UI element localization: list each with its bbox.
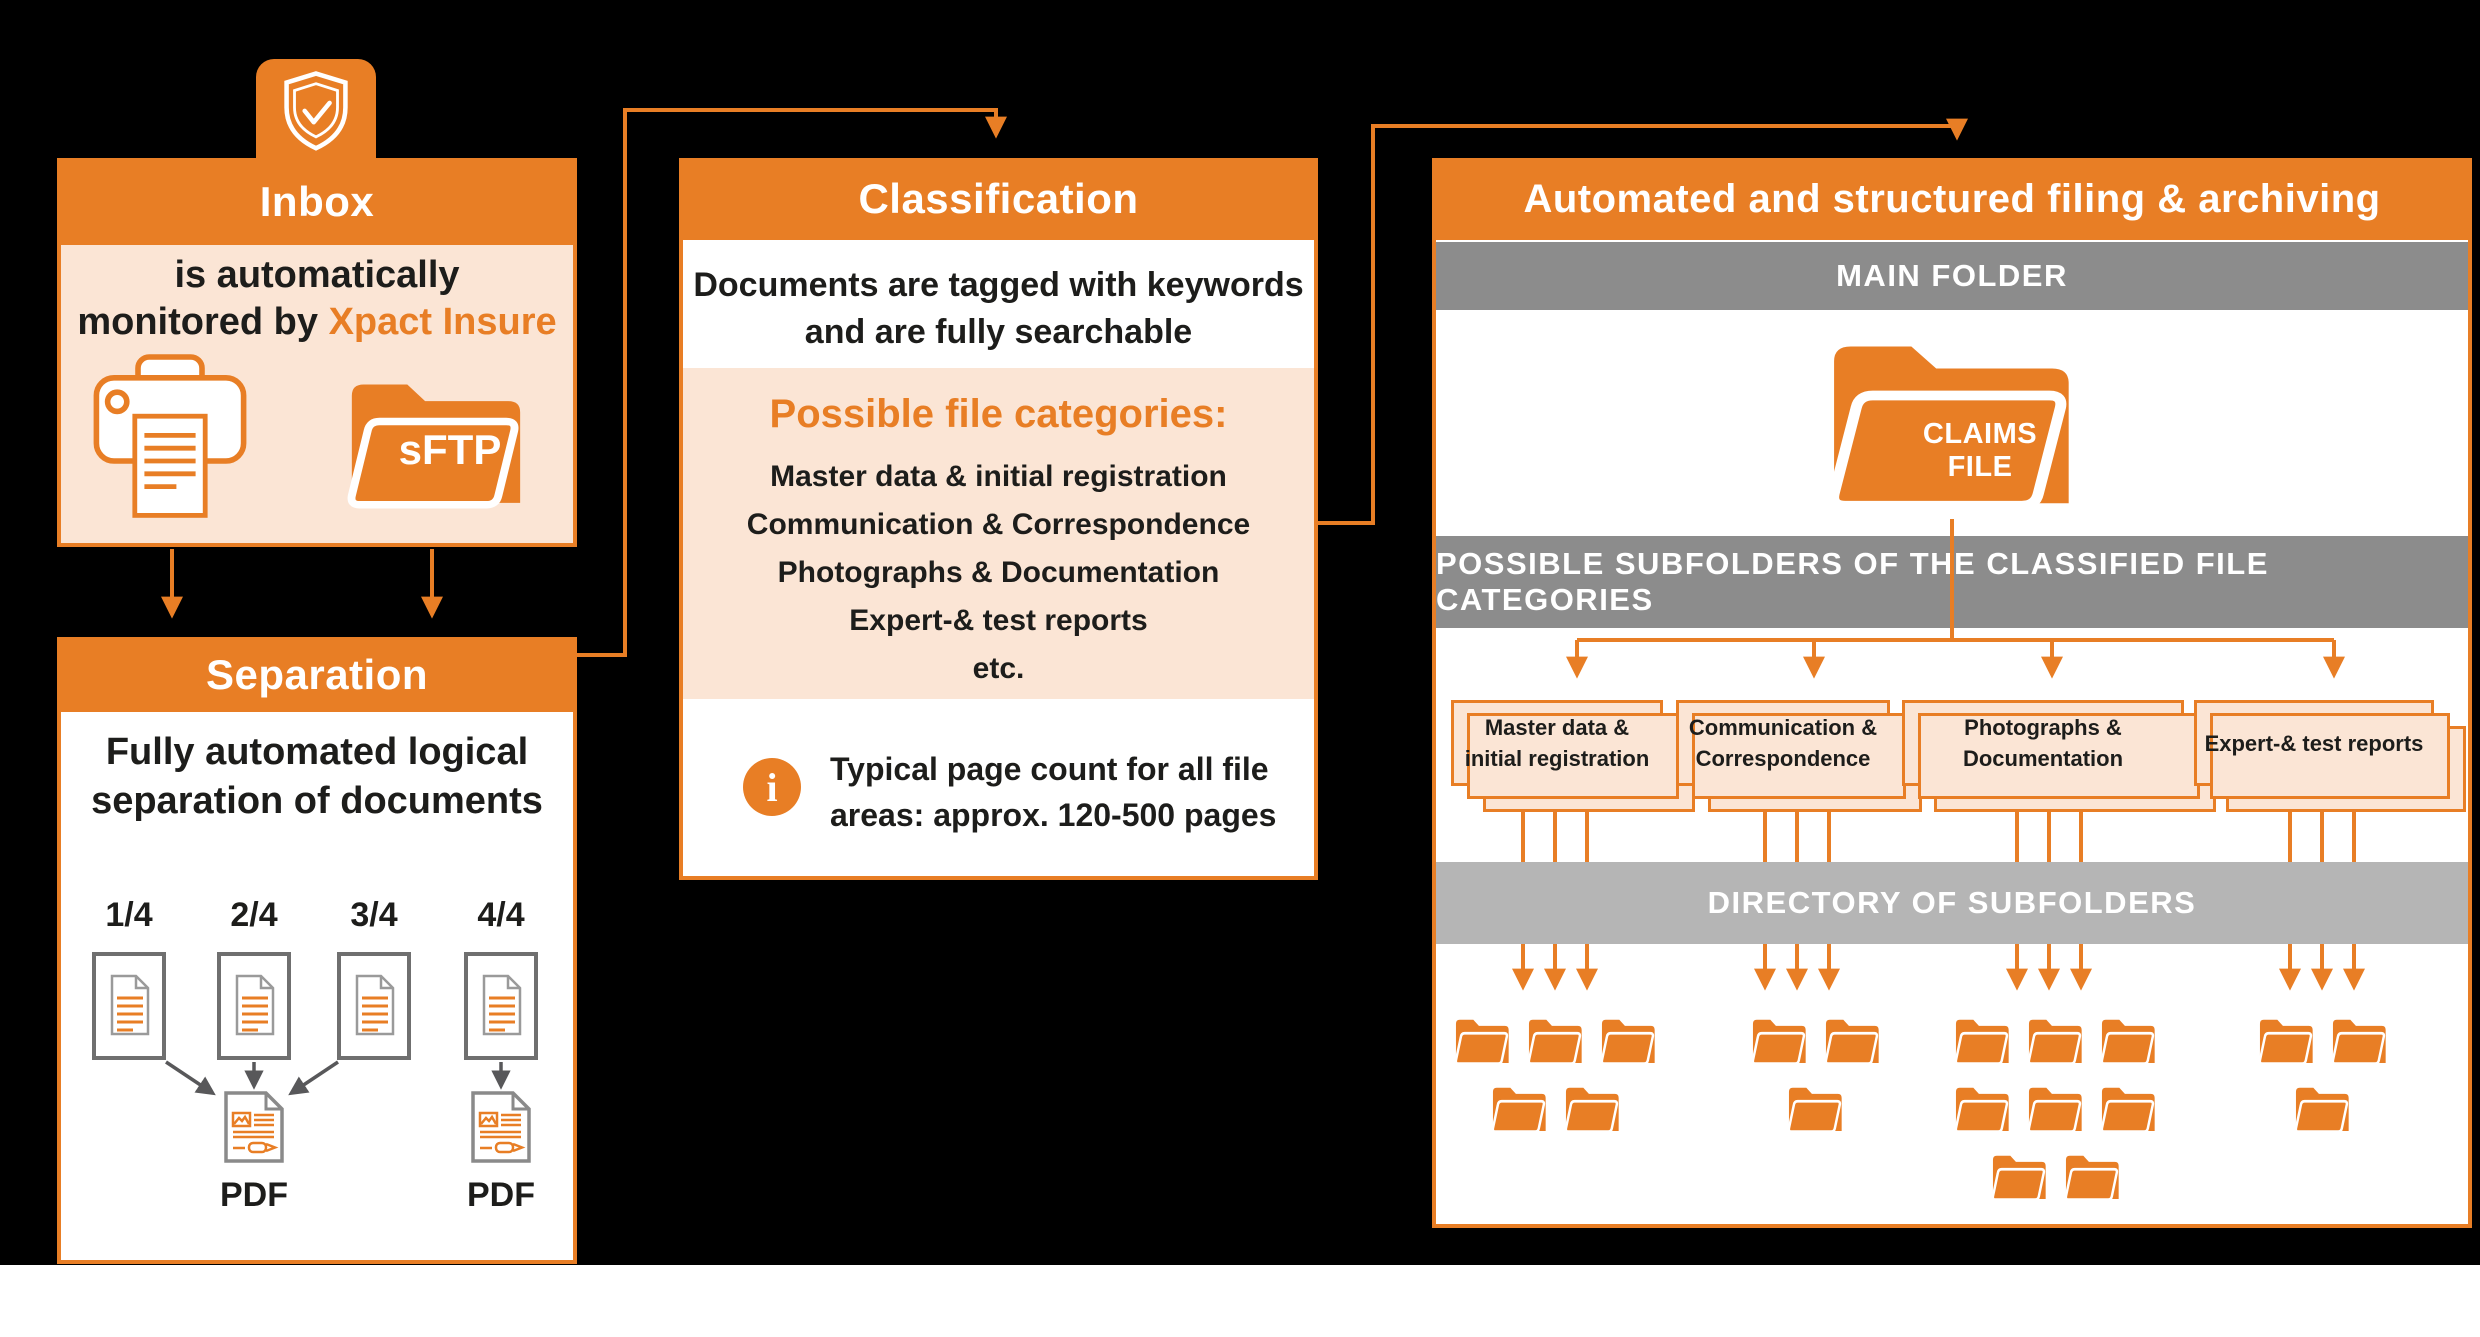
classification-title: Classification [858, 175, 1139, 222]
shield-badge [256, 59, 376, 163]
inbox-title: Inbox [259, 177, 375, 225]
inbox-description [67, 252, 567, 346]
card-label: Master data & [1484, 715, 1630, 740]
sftp-label: sFTP [398, 426, 502, 473]
document-icon [217, 952, 291, 1060]
classification-description [689, 262, 1308, 356]
classification-desc1: Documents are tagged with keywords [693, 266, 1304, 304]
document-icon [92, 952, 166, 1060]
classification-desc2: and are fully searchable [804, 313, 1193, 351]
category-item: Expert-& test reports [849, 604, 1148, 637]
category-item: etc. [972, 652, 1025, 685]
card-label: initial registration [1464, 746, 1650, 771]
doc-label-2: 2/4 [230, 896, 278, 934]
separation-description [67, 728, 567, 826]
info-icon: i [743, 758, 801, 816]
bottom-white-strip [0, 1265, 2480, 1337]
doc-label-3: 3/4 [350, 896, 398, 934]
card-expert-reports [2194, 700, 2434, 786]
main-folder-band [1436, 242, 2468, 310]
main-folder-label: MAIN FOLDER [1836, 258, 2068, 293]
shield-check-icon [276, 69, 356, 155]
filing-header [1432, 158, 2472, 240]
directory-label: DIRECTORY OF SUBFOLDERS [1707, 885, 2197, 920]
document-icon [337, 952, 411, 1060]
card-label: Photographs & [1964, 715, 2122, 740]
note-line2: areas: approx. 120-500 pages [830, 797, 1277, 833]
categories-list [683, 453, 1314, 693]
classification-header [679, 158, 1318, 240]
pdf-file-icon [470, 1090, 532, 1164]
category-item: Communication & Correspondence [746, 508, 1251, 541]
category-item: Master data & initial registration [770, 460, 1227, 493]
pdf-label-1: PDF [220, 1176, 288, 1214]
categories-title: Possible file categories: [769, 392, 1228, 436]
subfolders-label: POSSIBLE SUBFOLDERS OF THE CLASSIFIED FILE CATEGORIES [1436, 546, 2269, 617]
subfolders-band [1436, 536, 2468, 628]
card-photographs [1902, 700, 2184, 786]
note-line1: Typical page count for all file [830, 751, 1269, 787]
card-label: Communication & [1688, 715, 1878, 740]
classification-categories-box [683, 368, 1314, 699]
inbox-line1: is automatically [174, 254, 460, 296]
directory-band [1436, 862, 2468, 944]
inbox-header [57, 158, 577, 245]
separation-header [57, 637, 577, 712]
inbox-brand: Xpact Insure [328, 301, 557, 343]
doc-label-4: 4/4 [477, 896, 525, 934]
separation-title: Separation [205, 650, 429, 698]
pdf-label-2: PDF [467, 1176, 535, 1214]
separation-line1: Fully automated logical [105, 731, 529, 773]
filing-title: Automated and structured filing & archiving [1523, 176, 2381, 221]
doc-label-1: 1/4 [105, 896, 153, 934]
card-label: Correspondence [1695, 746, 1871, 771]
printer-icon [90, 352, 250, 522]
separation-line2: separation of documents [91, 780, 543, 822]
inbox-line2: monitored by [77, 301, 329, 343]
card-label: Expert-& test reports [2204, 730, 2424, 756]
document-icon [464, 952, 538, 1060]
category-item: Photographs & Documentation [777, 556, 1220, 589]
card-master-data [1451, 700, 1663, 786]
page-count-note [830, 746, 1300, 838]
claims-file-label: CLAIMS FILE [1922, 418, 2038, 483]
pdf-file-icon [223, 1090, 285, 1164]
card-communication [1676, 700, 1890, 786]
card-label: Documentation [1962, 746, 2124, 771]
